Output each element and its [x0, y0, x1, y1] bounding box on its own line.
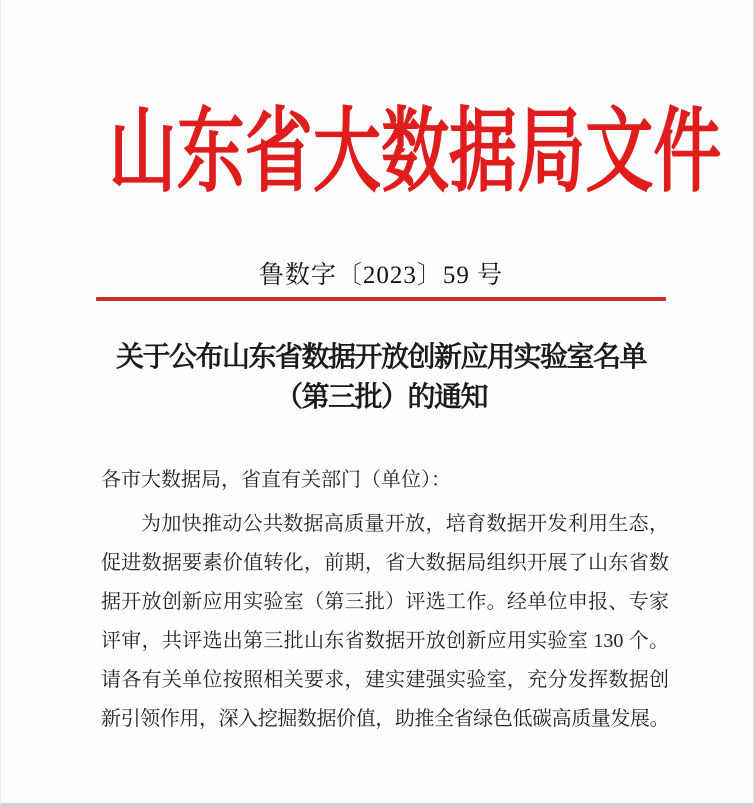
notice-title: [81, 338, 681, 418]
notice-title-line2: （第三批）的通知: [274, 382, 487, 413]
body-line-5: 请各有关单位按照相关要求，建实建强实验室，充分发挥数据创: [101, 669, 669, 691]
red-divider-line: [96, 297, 666, 301]
body-line-6: 新引领作用，深入挖掘数据价值，助推全省绿色低碳高质量发展。: [101, 708, 669, 730]
document-reference-number: 鲁数字〔2023〕59 号: [258, 262, 504, 289]
body-line-4: 评审，共评选出第三批山东省数据开放创新应用实验室 130 个。: [101, 630, 669, 652]
document-header-title: [1, 96, 753, 208]
notice-title-line1: 关于公布山东省数据开放创新应用实验室名单: [115, 342, 646, 373]
body-line-3: 据开放创新应用实验室（第三批）评选工作。经单位申报、专家: [101, 591, 669, 613]
document-header-title-text: 山东省大数据局文件: [108, 101, 722, 203]
body-paragraph: [101, 505, 669, 739]
body-line-2: 促进数据要素价值转化，前期，省大数据局组织开展了山东省数: [101, 552, 669, 574]
body-line-1: 为加快推动公共数据高质量开放，培育数据开发利用生态，: [141, 513, 669, 535]
salutation-line: 各市大数据局，省直有关部门（单位）：: [101, 469, 451, 491]
